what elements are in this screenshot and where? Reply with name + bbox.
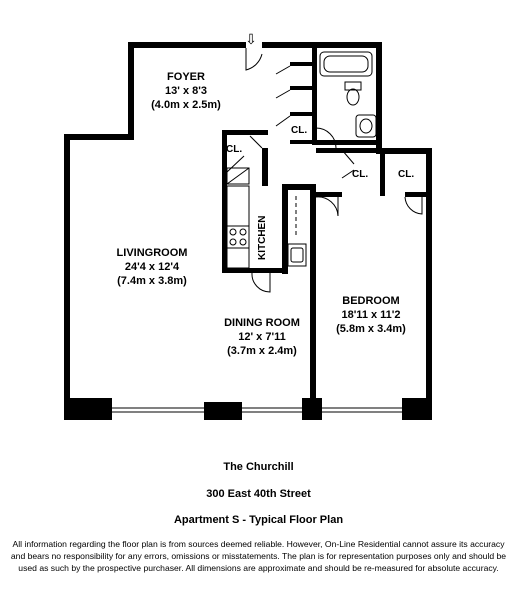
living-name: LIVINGROOM bbox=[116, 247, 188, 259]
kitchen-name: KITCHEN bbox=[257, 215, 268, 260]
bathroom-fixtures bbox=[320, 52, 376, 137]
closet-label-kitchen: CL. bbox=[226, 144, 243, 155]
building-address: 300 East 40th Street bbox=[206, 488, 311, 500]
counter bbox=[227, 186, 249, 268]
bedroom-dim-imperial: 18'11 x 11'2 bbox=[341, 309, 401, 321]
dining-dim-imperial: 12' x 7'11 bbox=[238, 331, 286, 343]
windows bbox=[112, 408, 402, 412]
entry-arrow: ⇩ bbox=[245, 32, 257, 48]
sink bbox=[356, 115, 376, 137]
dining-name: DINING ROOM bbox=[224, 317, 300, 329]
disclaimer-line: and bears no responsibility for any errors, omissions or misstatements. The plan is for representation purposes only and should be bbox=[10, 551, 507, 561]
dining-dim-metric: (3.7m x 2.4m) bbox=[227, 345, 297, 357]
plan-title: Apartment S - Typical Floor Plan bbox=[173, 514, 344, 526]
living-dim-metric: (7.4m x 3.8m) bbox=[117, 275, 187, 287]
closet-label-bedroom: CL. bbox=[398, 169, 415, 180]
bedroom-dim-metric: (5.8m x 3.4m) bbox=[336, 323, 406, 335]
exterior-walls bbox=[64, 42, 432, 420]
building-name: The Churchill bbox=[223, 461, 294, 473]
foyer-dim-metric: (4.0m x 2.5m) bbox=[151, 99, 221, 111]
stove bbox=[227, 226, 249, 248]
toilet-bowl bbox=[347, 89, 359, 105]
bedroom-name: BEDROOM bbox=[342, 295, 400, 307]
closet-label-foyer: CL. bbox=[291, 125, 308, 136]
foyer-name: FOYER bbox=[167, 71, 205, 83]
disclaimer-line: used as such by the prospective purchaser. All dimensions are approximate and should be re-measured for absolute accuracy. bbox=[18, 563, 499, 573]
living-dim-imperial: 24'4 x 12'4 bbox=[124, 261, 180, 273]
foyer-dim-imperial: 13' x 8'3 bbox=[165, 85, 207, 97]
disclaimer-line: All information regarding the floor plan is from sources deemed reliable. However, On-Line Residential cannot assure its accuracy bbox=[12, 539, 505, 549]
closet-label-hall: CL. bbox=[352, 169, 369, 180]
disclaimer bbox=[10, 538, 507, 574]
